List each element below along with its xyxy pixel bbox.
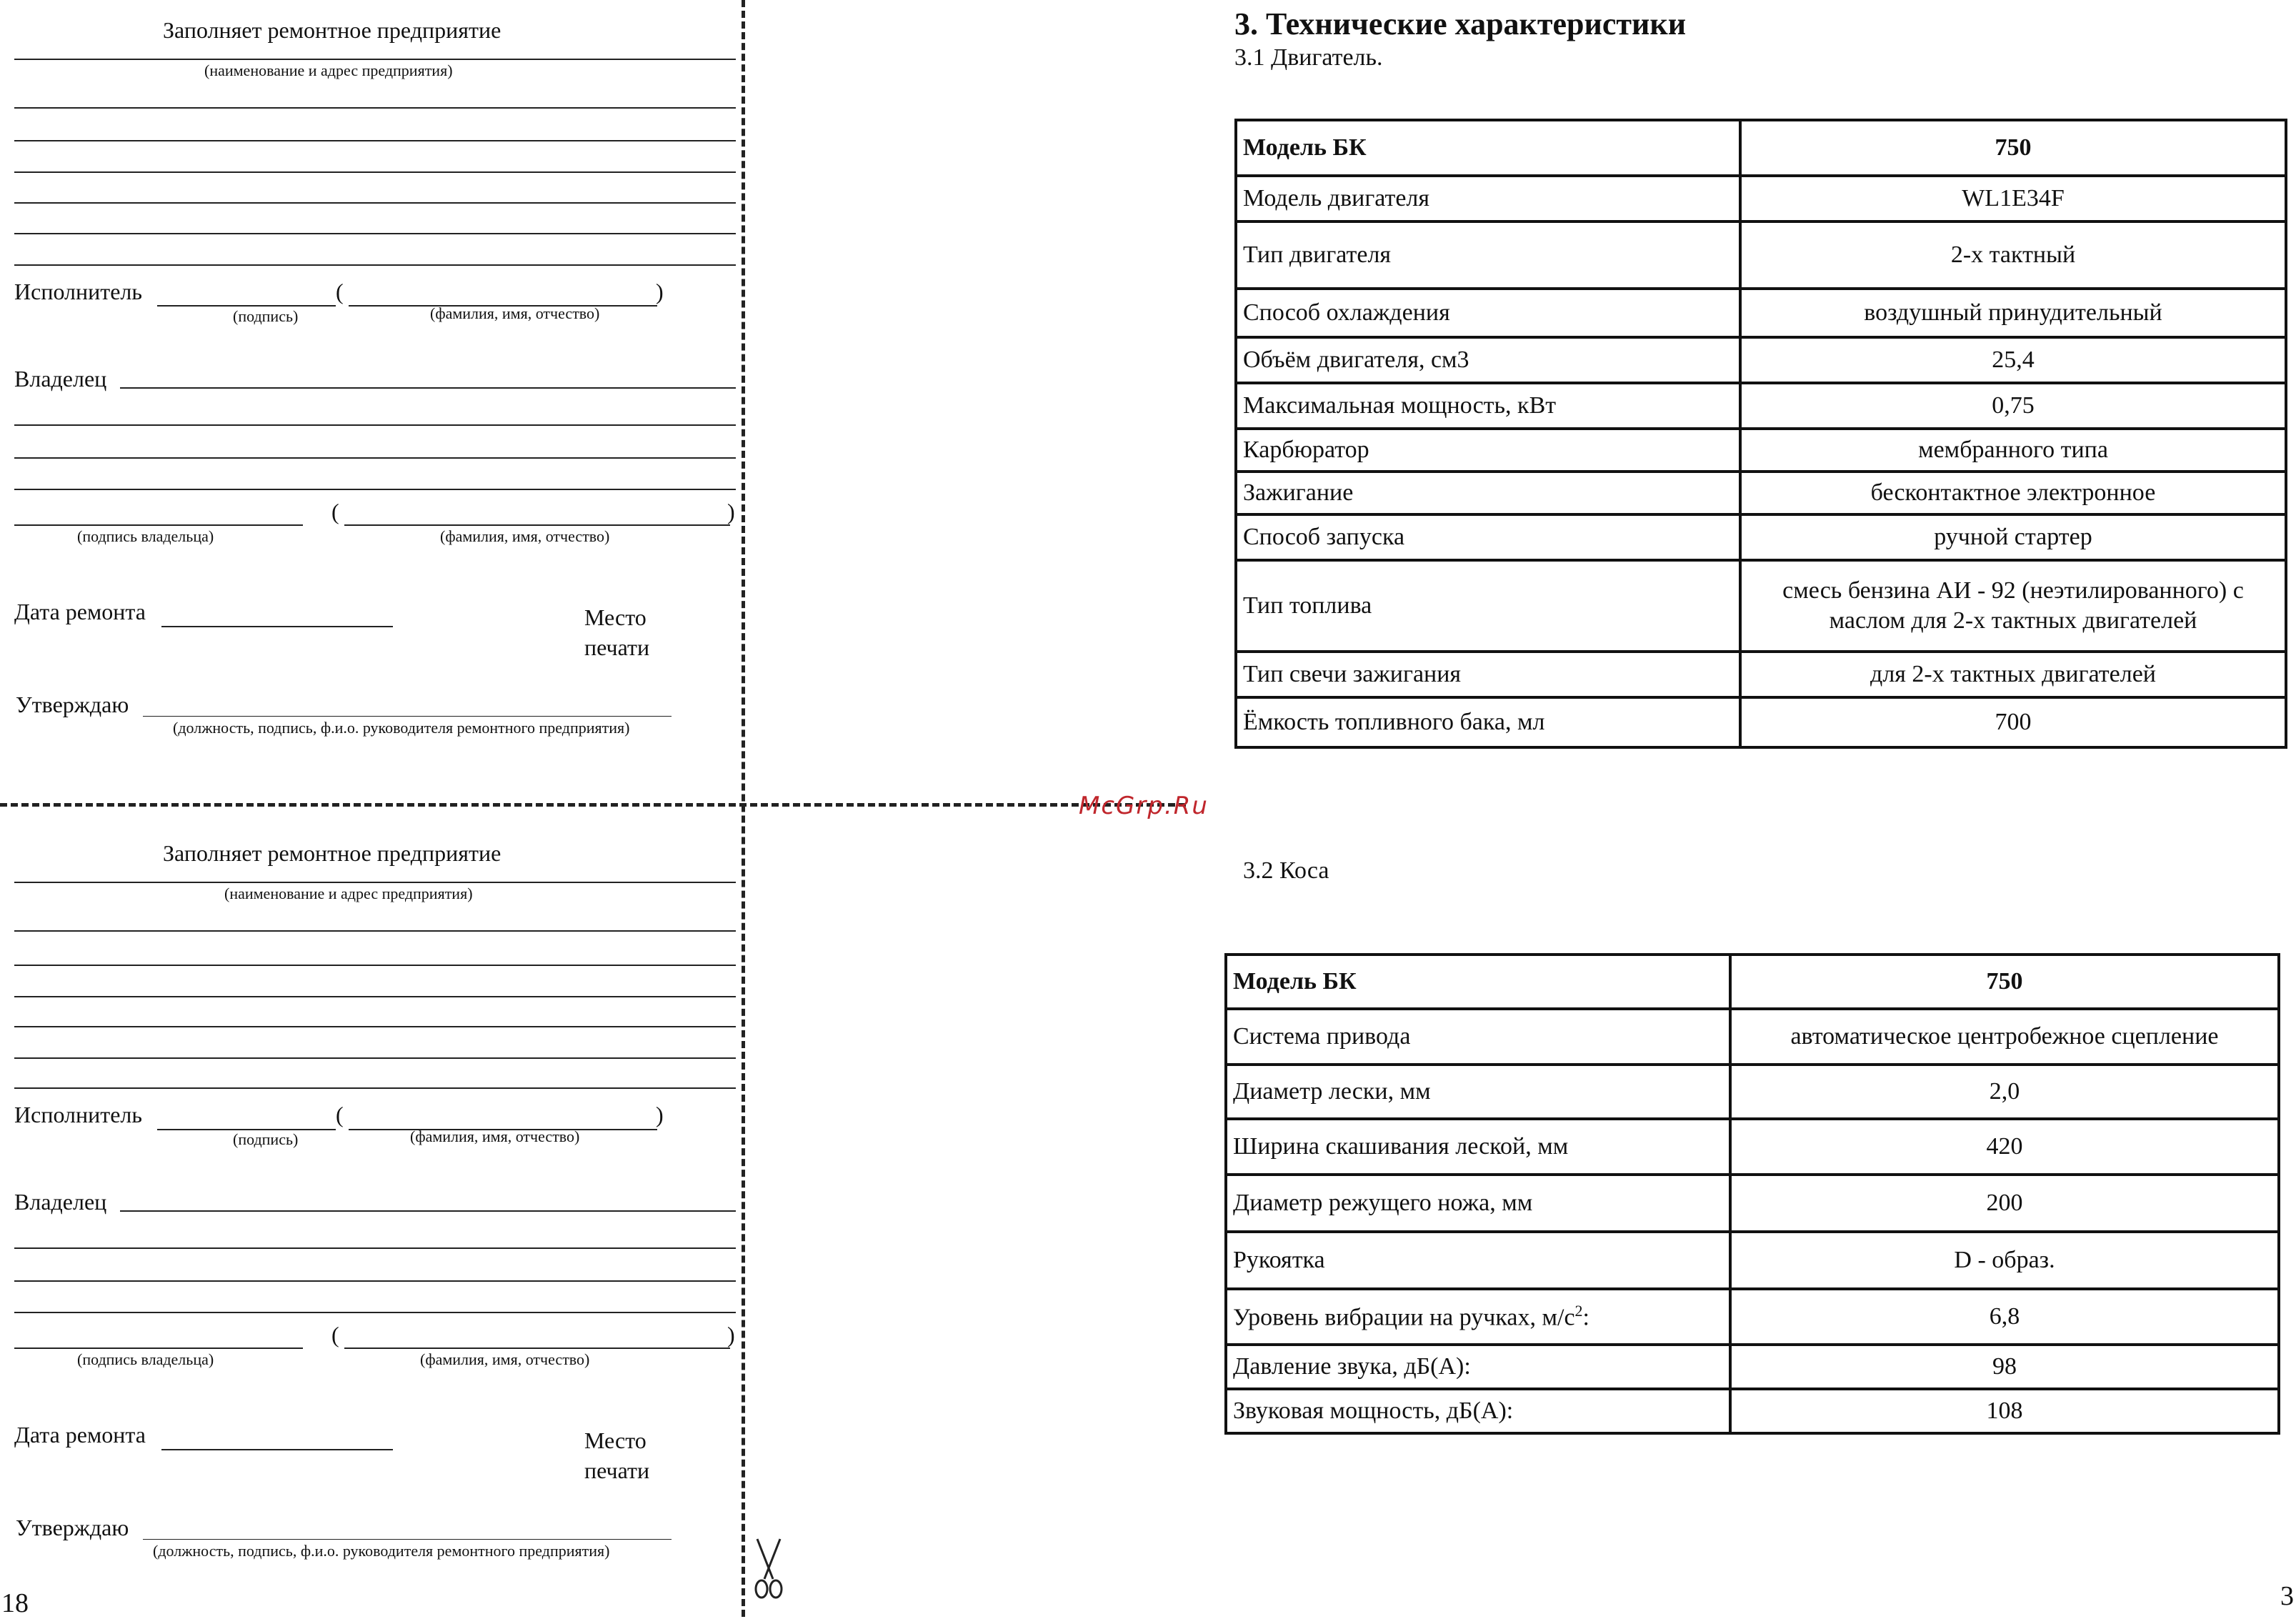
spec-label [1226,1119,1730,1175]
table-row [1226,1175,2279,1232]
spec-label-text: Тип топлива [1243,592,1372,619]
table-header-value: 750 [1730,955,2279,1009]
spec-label-superscript: 2 [1574,1301,1583,1320]
open-paren: ( [336,279,344,304]
table-row [1236,560,2286,652]
approve-label: Утверждаю [16,692,129,717]
scythe-subtitle: 3.2 Коса [1243,857,1329,884]
form-line [14,1312,736,1313]
form-line [14,140,736,141]
spec-value: 6,8 [1730,1289,2279,1345]
spec-label-text: Максимальная мощность, кВт [1243,392,1557,419]
spec-label-text: Диаметр режущего ножа, мм [1233,1189,1533,1216]
executor-label: Исполнитель [14,1102,142,1127]
close-paren: ) [727,499,735,524]
form-line [14,171,736,173]
spec-label [1226,1065,1730,1119]
spec-label-text: Объём двигателя, см3 [1243,346,1469,373]
table-row [1236,289,2286,337]
table-row [1226,1009,2279,1065]
spec-value: 200 [1730,1175,2279,1232]
spec-value: 2,0 [1730,1065,2279,1119]
spec-value: 0,75 [1740,383,2286,429]
form-line [14,965,736,966]
owner-label: Владелец [14,1189,107,1215]
sign-caption: (подпись) [233,307,299,325]
owner-sign-caption: (подпись владельца) [77,1350,214,1368]
approve-caption: (должность, подпись, ф.и.о. руководителя ремонтного предприятия) [153,1542,610,1560]
date-line [161,626,393,627]
owner-sign-caption: (подпись владельца) [77,527,214,545]
spec-label-text: Давление звука, дБ(А): [1233,1353,1471,1380]
form-line [14,457,736,459]
engine-subtitle: 3.1 Двигатель. [1234,44,1383,71]
form-line [14,233,736,234]
spec-value: 98 [1730,1345,2279,1389]
stamp-label: печати [584,634,650,660]
owner-fio-line [344,524,730,526]
form-title: Заполняет ремонтное предприятие [163,17,501,43]
stamp-label: Место [584,1428,647,1453]
fio-caption: (фамилия, имя, отчество) [440,527,610,545]
table-row [1226,1389,2279,1433]
table-row [1226,1065,2279,1119]
table-row [1236,337,2286,383]
spec-label [1226,1289,1730,1345]
spec-label [1236,472,1740,514]
spec-value: воздушный принудительный [1740,289,2286,337]
form-title: Заполняет ремонтное предприятие [163,840,501,866]
executor-label: Исполнитель [14,279,142,304]
spec-label-text: Уровень вибрации на ручках, м/с [1233,1303,1575,1330]
spec-value: 2-х тактный [1740,221,2286,289]
form-line [14,1026,736,1027]
org-caption: (наименование и адрес предприятия) [204,61,453,79]
close-paren: ) [656,279,664,304]
table-header-value: 750 [1740,120,2286,176]
spec-value: бесконтактное электронное [1740,472,2286,514]
spec-label [1226,1009,1730,1065]
close-paren: ) [727,1322,735,1347]
owner-line [120,387,736,389]
form-line [14,489,736,490]
date-label: Дата ремонта [14,599,146,624]
form-line [14,1247,736,1249]
spec-label-text: Тип свечи зажигания [1243,660,1462,687]
table-row [1236,429,2286,472]
spec-value: автоматическое центробежное сцепление [1730,1009,2279,1065]
table-header-label: Модель БК [1236,120,1740,176]
spec-value: 108 [1730,1389,2279,1433]
spec-label-text: Модель двигателя [1243,184,1430,211]
spec-label [1236,221,1740,289]
fio-caption: (фамилия, имя, отчество) [430,304,600,322]
sign-caption: (подпись) [233,1130,299,1148]
spec-label [1236,514,1740,560]
horizontal-cut-line [0,803,1186,807]
spec-label [1226,1389,1730,1433]
approve-caption: (должность, подпись, ф.и.о. руководителя ремонтного предприятия) [173,719,630,737]
form-line [14,107,736,109]
spec-value: ручной стартер [1740,514,2286,560]
table-row [1226,1289,2279,1345]
date-line [161,1449,393,1450]
spec-label-text: Рукоятка [1233,1246,1325,1273]
table-row [1226,1232,2279,1289]
form-line [14,1280,736,1282]
spec-label [1236,289,1740,337]
spec-label [1236,176,1740,221]
approve-line [143,1539,672,1540]
spec-label-text: Способ запуска [1243,523,1405,550]
spec-label [1236,560,1740,652]
spec-label [1236,337,1740,383]
spec-label [1226,1232,1730,1289]
owner-sign-line [14,1347,303,1349]
org-line [14,59,736,60]
open-paren: ( [331,499,339,524]
spec-value: мембранного типа [1740,429,2286,472]
stamp-label: Место [584,604,647,630]
spec-label [1226,1175,1730,1232]
table-header-label: Модель БК [1226,955,1730,1009]
spec-label-text: Зажигание [1243,479,1354,506]
form-line [14,930,736,932]
form-line [14,424,736,426]
open-paren: ( [336,1102,344,1127]
approve-label: Утверждаю [16,1515,129,1540]
spec-value: WL1E34F [1740,176,2286,221]
spec-value: 700 [1740,697,2286,747]
engine-spec-table [1234,119,2287,749]
spec-value: 420 [1730,1119,2279,1175]
form-line [14,1057,736,1059]
table-header-row [1226,955,2279,1009]
fio-caption: (фамилия, имя, отчество) [410,1127,580,1145]
executor-sign-line [157,305,336,307]
owner-line [120,1210,736,1212]
spec-value: смесь бензина АИ - 92 (неэтилированного) с маслом для 2-х тактных двигателей [1740,560,2286,652]
spec-label-suffix: : [1582,1303,1589,1330]
table-row [1236,472,2286,514]
spec-label [1236,383,1740,429]
table-row [1226,1345,2279,1389]
org-line [14,882,736,883]
scissors-icon [752,1536,786,1604]
form-line [14,1087,736,1089]
spec-label-text: Карбюратор [1243,436,1369,463]
spec-label-text: Ширина скашивания леской, мм [1233,1132,1569,1160]
table-row [1236,221,2286,289]
table-row [1236,652,2286,697]
spec-value: для 2-х тактных двигателей [1740,652,2286,697]
page-number-left: 18 [1,1588,29,1618]
approve-line [143,716,672,717]
spec-label [1226,1345,1730,1389]
section-title: 3. Технические характеристики [1234,6,1687,41]
spec-label-text: Система привода [1233,1022,1411,1050]
spec-label-text: Звуковая мощность, дБ(А): [1233,1397,1514,1424]
owner-label: Владелец [14,366,107,392]
table-row [1236,514,2286,560]
close-paren: ) [656,1102,664,1127]
spec-label [1236,697,1740,747]
spec-label-text: Способ охлаждения [1243,299,1450,326]
table-row [1236,383,2286,429]
spec-label-text: Диаметр лески, мм [1233,1077,1431,1105]
table-row [1236,697,2286,747]
owner-sign-line [14,524,303,526]
owner-fio-line [344,1347,730,1349]
date-label: Дата ремонта [14,1422,146,1448]
spec-value: D - образ. [1730,1232,2279,1289]
table-header-row [1236,120,2286,176]
spec-label-text: Тип двигателя [1243,241,1392,268]
watermark: McGrp.Ru [1079,792,1209,820]
spec-value: 25,4 [1740,337,2286,383]
org-caption: (наименование и адрес предприятия) [224,885,473,902]
spec-label-text: Ёмкость топливного бака, мл [1243,708,1545,735]
stamp-label: печати [584,1458,650,1483]
scythe-spec-table [1224,953,2280,1435]
page-number-right: 3 [2280,1581,2294,1611]
form-line [14,202,736,204]
table-row [1236,176,2286,221]
form-line [14,264,736,266]
vertical-cut-line [742,0,745,1617]
spec-label [1236,429,1740,472]
fio-caption: (фамилия, имя, отчество) [420,1350,590,1368]
spec-label [1236,652,1740,697]
table-row [1226,1119,2279,1175]
open-paren: ( [331,1322,339,1347]
form-line [14,996,736,997]
